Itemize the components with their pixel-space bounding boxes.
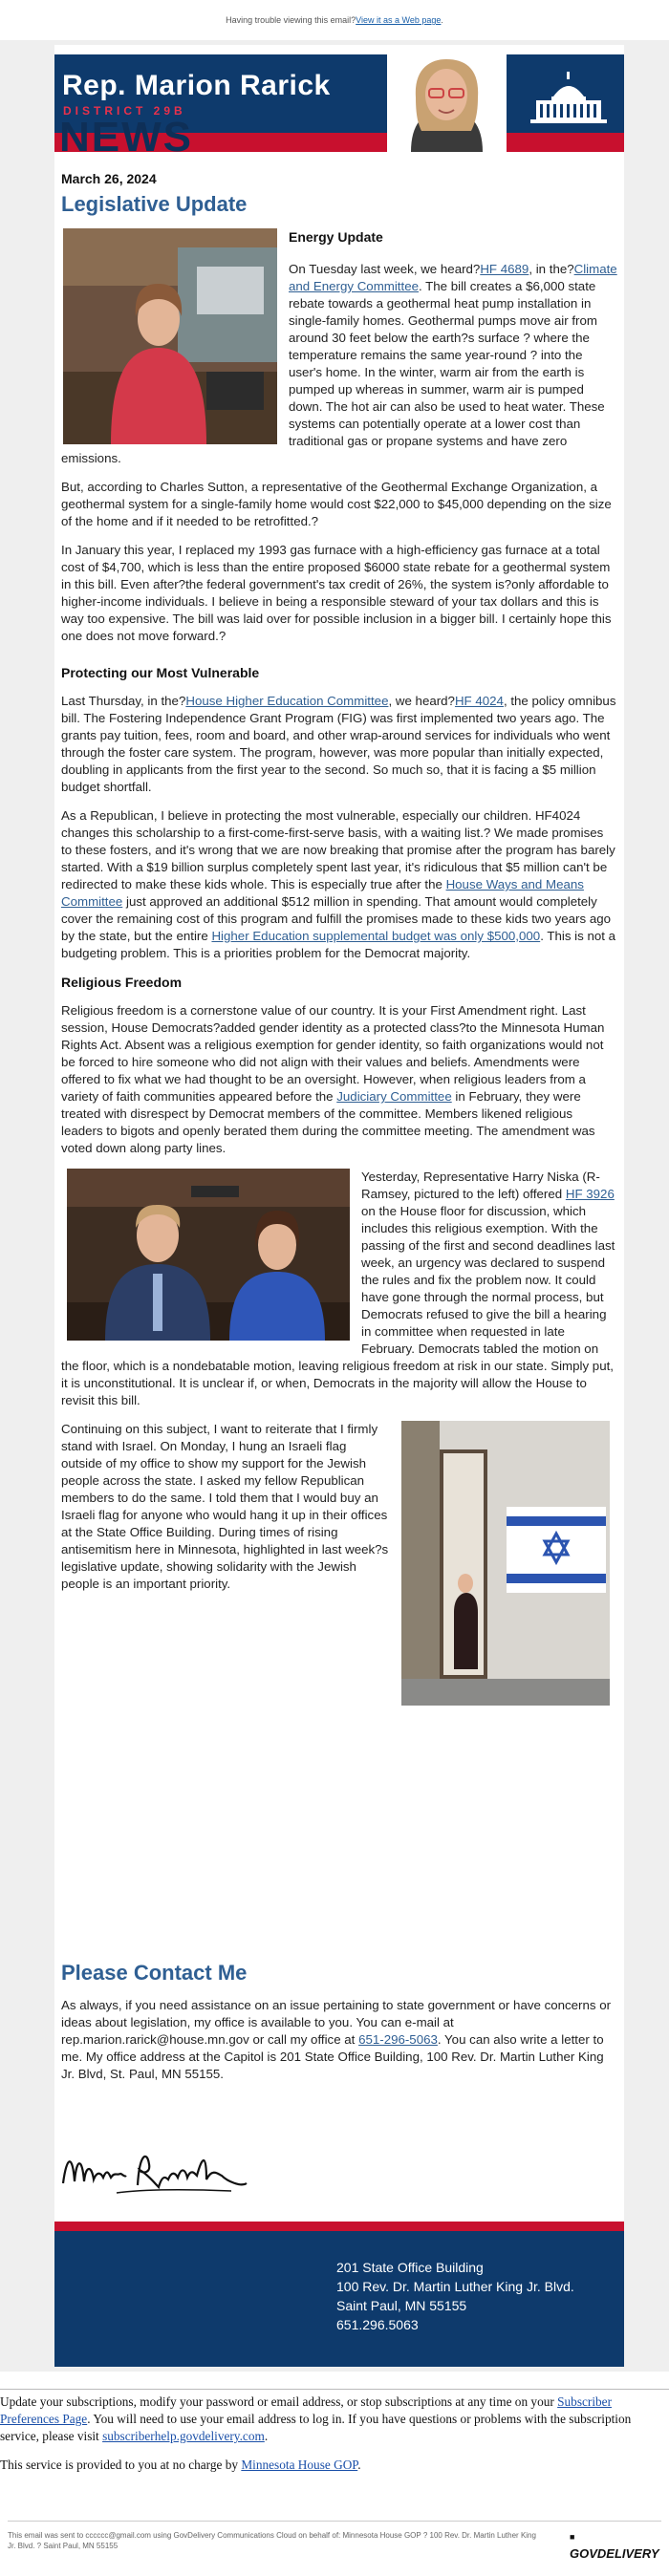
web-view-notice: Having trouble viewing this email?View it as a Web page.: [226, 15, 443, 25]
energy-paragraph-1: On Tuesday last week, we heard?HF 4689, in the?Climate and Energy Committee. The bill creates a $6,000 state rebate towards a geothermal heat pump installation in single-family homes. Geothermal pumps move air from around 30 feet below the earth?s surface ? where the temperature remains the same year-round ? into the user's home. In the winter, warm air from the earth is pumped up whereas in summer, warm air is pumped down. The hot air can also be used to heat water. These systems can potentially operate at a lower cost than traditional gas or propane systems and have zero emissions.: [61, 262, 617, 465]
israel-paragraph: Continuing on this subject, I want to reiterate that I firmly stand with Israel. On Monday, I hung an Israeli flag outside of my office to show my support for the Jewish people across the state. I asked my fellow Republican members to do the same. I told them that I would buy an Israeli flag for anyone who would hang it up in their offices at the State Office Building. During times of rising antisemitism here in Minnesota, highlighted in last week?s legislative update, showing solidarity with the Jewish people is an important priority.: [61, 1422, 389, 1591]
higher-ed-budget-link[interactable]: Higher Education supplemental budget was only $500,000: [211, 929, 541, 943]
capitol-building-icon: [530, 72, 607, 131]
niska-section: [61, 1169, 617, 1409]
energy-photo-wrap: [63, 228, 277, 444]
representative-name: Rep. Marion Rarick: [62, 70, 331, 101]
niska-photo-wrap: [67, 1169, 350, 1341]
office-phone-link[interactable]: 651-296-5063: [358, 2032, 438, 2047]
legislative-update-heading: Legislative Update: [61, 192, 248, 216]
israel-section: [61, 1421, 617, 1709]
fine-print: This email was sent to cccccc@gmail.com using GovDelivery Communications Cloud on behalf of: Minnesota House GOP ? 100 Rev. Dr. Martin Luther King Jr. Blvd. ? Saint Paul, MN 55155: [8, 2531, 536, 2550]
representative-portrait-image: [387, 54, 507, 152]
news-label: NEWS: [59, 114, 193, 152]
district-label: DISTRICT 29B: [63, 104, 186, 118]
subscriber-help-link[interactable]: subscriberhelp.govdelivery.com: [102, 2429, 265, 2443]
signature: [59, 2145, 250, 2199]
ways-means-committee-link[interactable]: House Ways and Means Committee: [61, 877, 584, 909]
hf4024-link[interactable]: HF 4024: [454, 694, 504, 708]
climate-energy-committee-link[interactable]: Climate and Energy Committee: [289, 262, 617, 293]
service-notice: This service is provided to you at no charge by Minnesota House GOP.: [0, 2458, 361, 2472]
minnesota-house-gop-link[interactable]: Minnesota House GOP: [241, 2458, 358, 2472]
religious-paragraph-1: Religious freedom is a cornerstone value of our country. It is your First Amendment right. Last session, House Democrats?added gender identity as a protected class?to the Minnesota Human Rights Act. Absent was a religious exemption for gender identity, so faith organizations would not be forced to hire someone who did not align with their values and beliefs. Amendments were offered to fix what we had thought to be an oversight. However, when religious leaders from a variety of faith communities appeared before the Judiciary Committee in February, they were treated with disrespect by Democrat members of the committee. Members likened religious leaders to bigots and openly berated them during the committee meeting. The amendment was voted down along party lines.: [61, 1003, 605, 1155]
higher-ed-committee-link[interactable]: House Higher Education Committee: [185, 694, 389, 708]
newsletter-body: [54, 45, 624, 2367]
israel-photo-wrap: [401, 1421, 610, 1706]
govdelivery-logo[interactable]: ■ GOVDELIVERY: [570, 2532, 659, 2561]
vulnerable-heading: Protecting our Most Vulnerable: [61, 665, 260, 680]
house-floor-photo: [67, 1169, 350, 1341]
subscriber-preferences-link[interactable]: Subscriber Preferences Page: [0, 2394, 613, 2426]
footer-address-line-3: Saint Paul, MN 55155: [336, 2298, 467, 2313]
religious-freedom-heading: Religious Freedom: [61, 975, 183, 990]
energy-section: [61, 228, 617, 1709]
divider-2: [8, 2521, 661, 2522]
energy-paragraph-3: In January this year, I replaced my 1993 gas furnace with a high-efficiency gas furnace at a total cost of $4,700, which is less than the entire proposed $6000 state rebate for a geothermal system in this bill. Even after?the federal government's tax credit of 26%, the system is?only affordable to higher-income individuals. I believe in being a responsible steward of your tax dollars and this is way too expensive. The bill was laid over for possible inclusion in a bigger bill. I certainly hope this one does not move forward.?: [61, 543, 612, 643]
israeli-flag-photo: [401, 1421, 610, 1706]
footer-phone: 651.296.5063: [336, 2317, 419, 2332]
subscription-notice: Update your subscriptions, modify your password or email address, or stop subscriptions at any time on your Subscriber Preferences Page. You will need to use your email address to log in. If you have questions or problems with the subscription service, please visit subscriberhelp.govdelivery.com.: [0, 2394, 632, 2443]
footer-address-line-1: 201 State Office Building: [336, 2260, 484, 2275]
chat-bubble-icon: ■: [570, 2532, 575, 2542]
footer-address-band: [54, 2222, 624, 2367]
contact-paragraph: As always, if you need assistance on an issue pertaining to state government or have concerns or ideas about legislation, my office is available to you. You can e-mail at rep.marion.rarick@house.mn.gov or call my office at 651-296-5063. You can also write a letter to me. My office address at the Capitol is 201 State Office Building, 100 Rev. Dr. Martin Luther King Jr. Blvd, St. Paul, MN 55155.: [61, 1998, 612, 2081]
signature-image: [59, 2145, 250, 2199]
judiciary-committee-link[interactable]: Judiciary Committee: [336, 1089, 452, 1104]
newsletter-date: March 26, 2024: [61, 171, 157, 186]
footer-address: [336, 2258, 574, 2334]
hf3926-link[interactable]: HF 3926: [565, 1187, 615, 1201]
footer-red-stripe: [54, 2222, 624, 2231]
vulnerable-paragraph-1: Last Thursday, in the?House Higher Education Committee, we heard?HF 4024, the policy omnibus bill. The Fostering Independence Grant Program (FIG) was first implemented two years ago. The grants pay tuition, fees, room and board, and other wrap-around services for individuals who went through the foster care system. The program, however, was more popular than initially expected, doubling in applicants from the first year to the second. So much so, that it is facing a $5 million budget shortfall.: [61, 694, 616, 794]
energy-update-heading: Energy Update: [289, 229, 383, 245]
committee-meeting-photo: [63, 228, 277, 444]
newsletter-header: [54, 54, 624, 152]
vulnerable-paragraph-2: As a Republican, I believe in protecting the most vulnerable, especially our children. HF4024 changes this scholarship to a first-come-first-serve basis, with a waiting list.? We made promises to these fosters, and it's wrong that we are now breaking that promise after the program has barely started. With a $19 billion surplus completely spent last year, it's ridiculous that $5 million can't be redirected to make these kids whole. This is especially true after the House Ways and Means Committee just approved an additional $512 million in spending. That amount would completely cover the remaining cost of this program and fulfill the promises made to these kids two years ago by the state, but the entire Higher Education supplemental budget was only $500,000. This is not a budgeting problem. This is a priorities problem for the Democrat majority.: [61, 808, 616, 960]
view-as-webpage-link[interactable]: View it as a Web page: [356, 15, 442, 25]
energy-paragraph-2: But, according to Charles Sutton, a representative of the Geothermal Exchange Organization, a geothermal system for a single-family home would cost $22,000 to $45,000 depending on the size of the home and if it needed to be retrofitted.?: [61, 480, 612, 528]
footer-address-line-2: 100 Rev. Dr. Martin Luther King Jr. Blvd.: [336, 2279, 574, 2294]
hf4689-link[interactable]: HF 4689: [480, 262, 529, 276]
divider: [0, 2389, 669, 2390]
niska-paragraph: Yesterday, Representative Harry Niska (R-Ramsey, pictured to the left) offered HF 3926 on the House floor for discussion, which includes this religious exemption. With the passing of the first and second deadlines last week, an urgency was declared to suspend the rules and fix the problem now. It could have gone through the normal process, but Democrats refused to give the bill a hearing in committee when requested in late February. Democrats tabled the motion on the floor, which is a nondebatable motion, leaving religious freedom at risk in our state. Simply put, it is unconstitutional. It is unclear if, or when, Democrats in the majority will allow the House to revisit this bill.: [61, 1170, 615, 1407]
contact-heading: Please Contact Me: [61, 1961, 248, 1985]
